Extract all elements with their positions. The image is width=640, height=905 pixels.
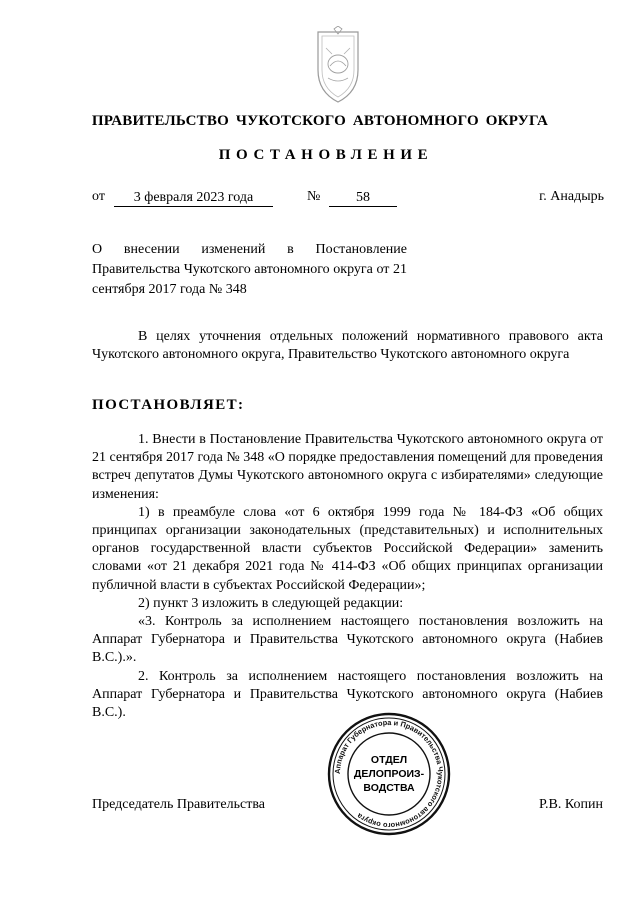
- document-type: ПОСТАНОВЛЕНИЕ: [218, 147, 434, 163]
- body-paragraph: «3. Контроль за исполнением настоящего постановления возложить на Аппарат Губернатора и Правительства Чукотского автономного округа (Набиев В.С.).».: [92, 614, 603, 666]
- resolves-heading: ПОСТАНОВЛЯЕТ:: [92, 397, 245, 413]
- government-title: ПРАВИТЕЛЬСТВО ЧУКОТСКОГО АВТОНОМНОГО ОКРУГА: [91, 113, 549, 129]
- body-paragraph: 2) пункт 3 изложить в следующей редакции:: [138, 595, 404, 611]
- city: г. Анадырь: [539, 189, 604, 204]
- intro-text: В целях уточнения отдельных положений нормативного правового акта Чукотского автономного округа, Правительство Чукотского автономного округа: [92, 329, 603, 363]
- coat-of-arms-icon: [306, 26, 370, 106]
- document-subject: О внесении изменений в Постановление Правительства Чукотского автономного округа от 21 сентября 2017 года № 348: [92, 242, 407, 297]
- document-number: 58: [329, 189, 397, 207]
- stamp-line: ДЕЛОПРОИЗ-: [353, 768, 425, 780]
- number-label: №: [307, 189, 321, 204]
- stamp-center: [327, 712, 451, 836]
- body-paragraph: 1. Внести в Постановление Правительства Чукотского автономного округа от 21 сентября 2017 года № 348 «О порядке предоставления помещений для проведения встреч депутатов Думы Чукотского автономного округа с избирателями» следующие изменения:: [92, 432, 603, 502]
- signatory-position: Председатель Правительства: [92, 797, 265, 812]
- intro-paragraph: [92, 328, 603, 364]
- resolution-body: [92, 431, 603, 722]
- date-from-label: от: [92, 189, 105, 204]
- document-date: 3 февраля 2023 года: [114, 189, 273, 207]
- office-stamp: [327, 712, 451, 836]
- stamp-line: ОТДЕЛ: [370, 754, 408, 766]
- body-paragraph: 2. Контроль за исполнением настоящего постановления возложить на Аппарат Губернатора и Правительства Чукотского автономного округа (Набиев В.С.).: [92, 668, 603, 721]
- body-paragraph: 1) в преамбуле слова «от 6 октября 1999 года № 184-ФЗ «Об общих принципах организации законодательных (представительных) и исполнительных органов государственной власти субъектов Российской Федерации» заменить словами «от 21 декабря 2021 года № 414-ФЗ «Об общих принципах организации публичной власти в субъектах Российской Федерации»;: [92, 504, 603, 593]
- stamp-line: ВОДСТВА: [363, 782, 415, 794]
- signatory-name: Р.В. Копин: [539, 797, 603, 812]
- stamp-ring-text: Аппарат Губернатора и Правительства Чукотского автономного округа: [332, 717, 446, 831]
